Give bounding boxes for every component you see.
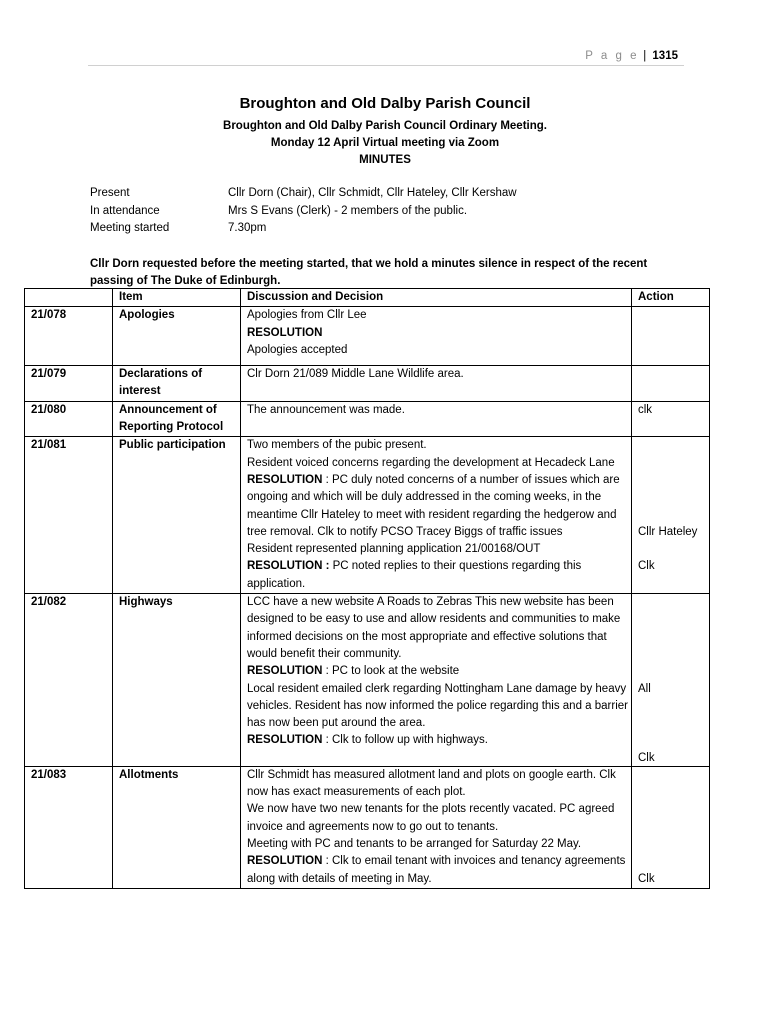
minute-action <box>632 401 710 437</box>
minute-item: Public participation <box>113 437 241 594</box>
discussion-text: Two members of the pubic present. <box>247 439 427 452</box>
meta-label: Meeting started <box>90 222 170 234</box>
document-title: Broughton and Old Dalby Parish Council <box>239 95 531 112</box>
page-number <box>585 49 678 63</box>
discussion-paragraph <box>247 455 631 472</box>
minute-discussion <box>241 437 632 594</box>
table-row <box>25 766 710 888</box>
discussion-paragraph <box>247 325 631 342</box>
discussion-paragraph <box>247 801 631 836</box>
minutes-heading: MINUTES <box>359 154 411 166</box>
meta-label: Present <box>90 187 130 199</box>
page-number-value: 1315 <box>652 50 678 62</box>
discussion-text: : Clk to email tenant with invoices and tenancy agreements along with details of meeting in May. <box>247 855 626 885</box>
discussion-paragraph <box>247 558 631 593</box>
meta-value: Cllr Dorn (Chair), Cllr Schmidt, Cllr Hateley, Cllr Kershaw <box>228 187 517 199</box>
page-header <box>88 49 684 66</box>
discussion-text: : Clk to follow up with highways. <box>322 734 488 747</box>
resolution-label: RESOLUTION <box>247 665 323 678</box>
header-action: Action <box>632 289 710 307</box>
discussion-paragraph <box>247 767 631 802</box>
discussion-paragraph <box>247 853 631 888</box>
minutes-table <box>24 288 710 889</box>
meta-value: 7.30pm <box>228 222 267 234</box>
resolution-label: RESOLUTION <box>247 734 323 747</box>
minute-discussion <box>241 307 632 366</box>
minute-action <box>632 437 710 594</box>
discussion-text: PC noted replies to their questions regarding this application. <box>247 560 582 590</box>
action-owner: All <box>638 682 651 695</box>
discussion-paragraph <box>247 437 631 454</box>
discussion-text: LCC have a new website A Roads to Zebras This new website has been designed to be easy to use and allow residents and communities to make informed decisions on the most appropriate and effective solutions that would benefit their community. <box>247 596 621 660</box>
discussion-paragraph <box>247 594 631 663</box>
minute-ref: 21/079 <box>25 366 113 402</box>
table-row <box>25 307 710 366</box>
action-owner: Clk <box>638 751 655 764</box>
resolution-label: RESOLUTION <box>247 855 323 868</box>
table-row <box>25 437 710 594</box>
meta-value: Mrs S Evans (Clerk) - 2 members of the public. <box>228 205 468 217</box>
meta-label: In attendance <box>90 205 160 217</box>
discussion-paragraph <box>247 472 631 541</box>
minute-action <box>632 594 710 767</box>
minute-ref: 21/082 <box>25 594 113 767</box>
discussion-paragraph <box>247 681 631 733</box>
table-row <box>25 366 710 402</box>
minute-action <box>632 366 710 402</box>
discussion-paragraph <box>247 307 631 324</box>
discussion-text: Cllr Schmidt has measured allotment land and plots on google earth. Clk now has exact measurements of each plot. <box>247 768 616 799</box>
discussion-paragraph <box>247 732 631 749</box>
action-owner: Clk <box>638 560 655 573</box>
discussion-text: The announcement was made. <box>247 403 405 416</box>
minutes-body <box>25 307 710 889</box>
minute-item: Allotments <box>113 766 241 888</box>
meeting-date: Monday 12 April Virtual meeting via Zoom <box>270 137 500 149</box>
discussion-text: Apologies from Cllr Lee <box>247 309 367 322</box>
discussion-text: Apologies accepted <box>247 343 348 356</box>
discussion-paragraph <box>247 402 631 419</box>
minute-ref: 21/078 <box>25 307 113 366</box>
minute-ref: 21/083 <box>25 766 113 888</box>
minute-action <box>632 766 710 888</box>
header-item: Item <box>113 289 241 307</box>
table-row <box>25 594 710 767</box>
minute-discussion <box>241 366 632 402</box>
silence-notice: Cllr Dorn requested before the meeting started, that we hold a minutes silence in respect of the recent passing of The Duke of Edinburgh. <box>90 258 648 287</box>
minute-discussion <box>241 766 632 888</box>
discussion-paragraph <box>247 836 631 853</box>
meeting-title: Broughton and Old Dalby Parish Council Ordinary Meeting. <box>223 120 547 132</box>
minute-item: Announcement of Reporting Protocol <box>113 401 241 437</box>
page-label: P a g e <box>585 50 639 62</box>
resolution-label: RESOLUTION <box>247 326 323 339</box>
header-ref <box>25 289 113 307</box>
resolution-label: RESOLUTION : <box>247 560 330 573</box>
minute-item: Declarations of interest <box>113 366 241 402</box>
minute-discussion <box>241 401 632 437</box>
table-header-row <box>25 289 710 307</box>
table-row <box>25 401 710 437</box>
discussion-text: Meeting with PC and tenants to be arranged for Saturday 22 May. <box>247 837 582 850</box>
discussion-paragraph <box>247 663 631 680</box>
minute-action <box>632 307 710 366</box>
action-owner: Cllr Hateley <box>638 525 698 538</box>
discussion-text: Local resident emailed clerk regarding Nottingham Lane damage by heavy vehicles. Resident has now informed the police regarding this and a barrier has now been put around the area. <box>247 682 628 730</box>
discussion-text: : PC duly noted concerns of a number of issues which are ongoing and which will be duly addressed in the coming weeks, in the meantime Cllr Hateley to meet with resident regarding the hedgerow and tree removal. Clk to notify PCSO Tracey Biggs of traffic issues <box>247 473 620 538</box>
minute-ref: 21/081 <box>25 437 113 594</box>
minute-item: Highways <box>113 594 241 767</box>
discussion-text: Resident voiced concerns regarding the development at Hecadeck Lane <box>247 456 615 469</box>
discussion-paragraph <box>247 366 631 383</box>
discussion-text: Resident represented planning application 21/00168/OUT <box>247 543 541 556</box>
resolution-label: RESOLUTION <box>247 473 323 486</box>
minute-discussion <box>241 594 632 767</box>
minute-ref: 21/080 <box>25 401 113 437</box>
minute-item: Apologies <box>113 307 241 366</box>
header-discussion: Discussion and Decision <box>241 289 632 307</box>
action-owner: Clk <box>638 872 655 885</box>
discussion-paragraph <box>247 541 631 558</box>
discussion-text: : PC to look at the website <box>322 665 460 678</box>
page-separator: | <box>643 50 647 62</box>
discussion-text: We now have two new tenants for the plots recently vacated. PC agreed invoice and agreements now to go out to tenants. <box>247 803 615 833</box>
action-owner: clk <box>638 403 653 416</box>
discussion-paragraph <box>247 342 631 359</box>
discussion-text: Clr Dorn 21/089 Middle Lane Wildlife area. <box>247 368 464 381</box>
